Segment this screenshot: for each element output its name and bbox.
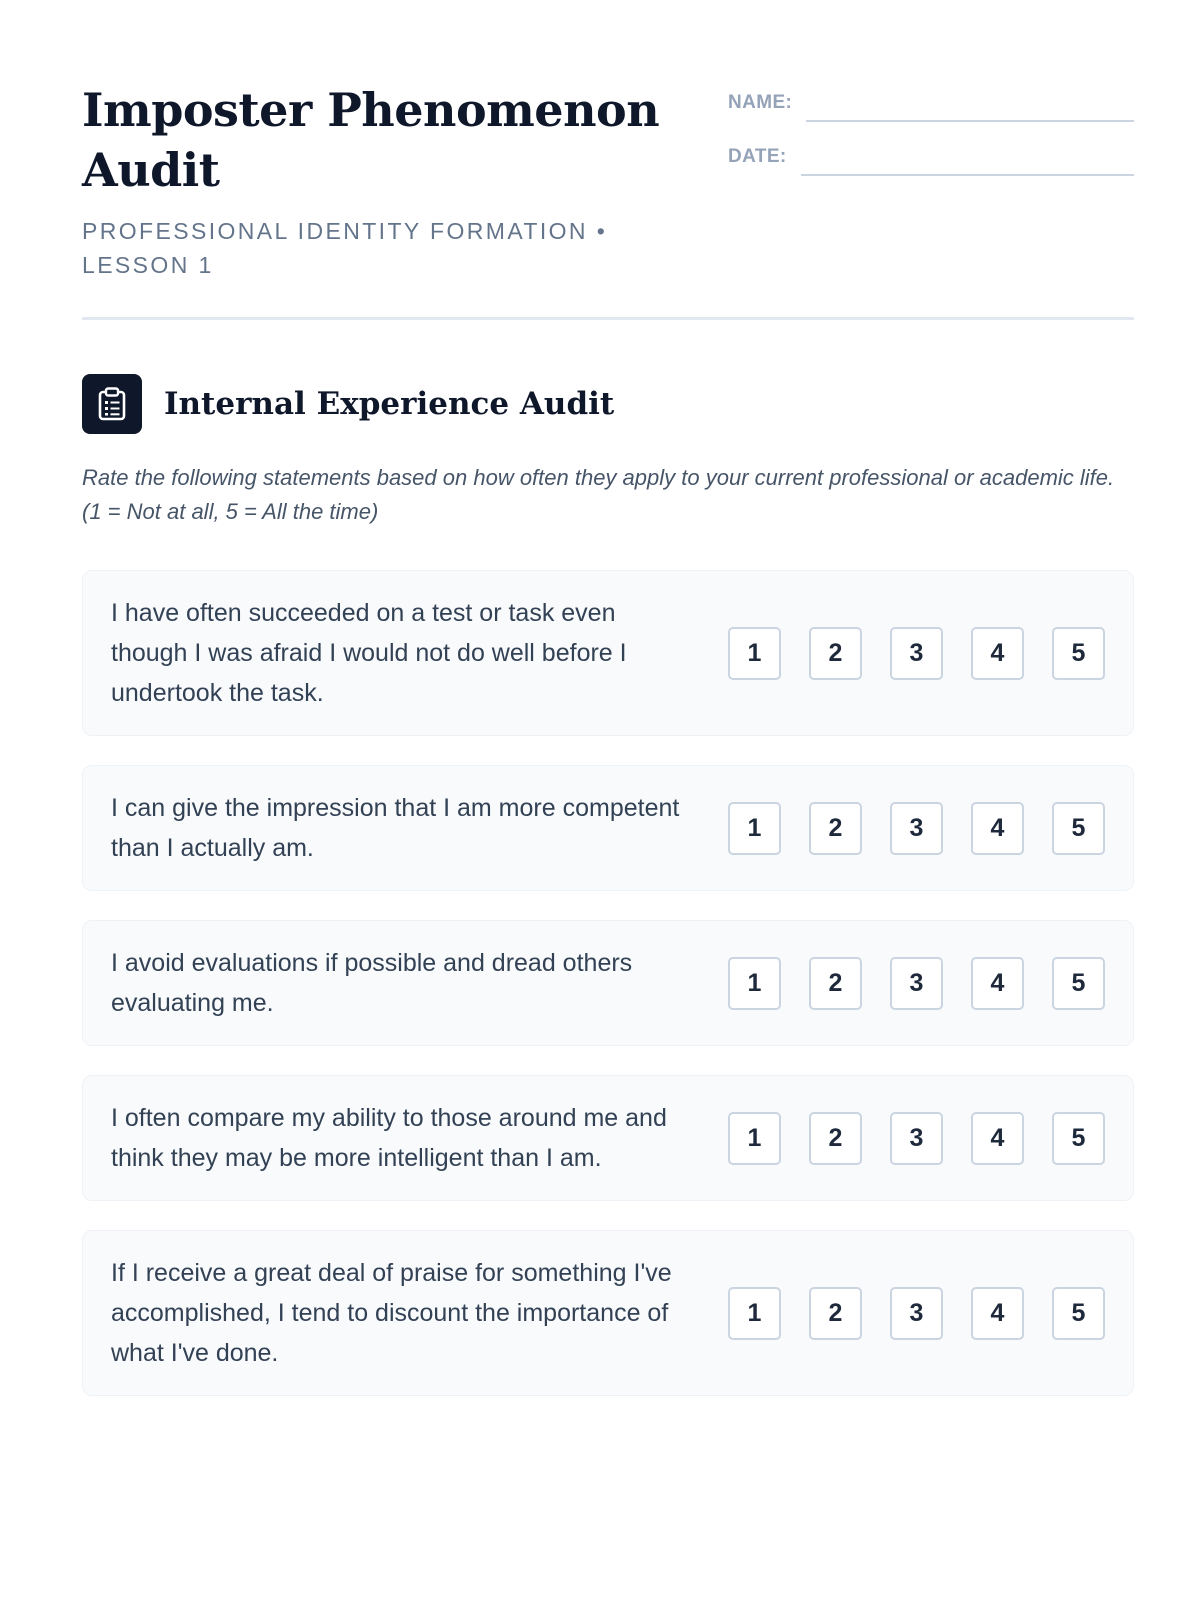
item-statement: If I receive a great deal of praise for something I've accomplished, I tend to discount the importance of what I've done.: [111, 1259, 672, 1367]
rating-option-2[interactable]: 2: [809, 802, 862, 855]
date-field[interactable]: [801, 144, 1134, 176]
header-divider: [82, 317, 1134, 320]
page-title: Imposter Phenomenon Audit: [82, 83, 660, 197]
worksheet-page: [82, 0, 1134, 1367]
section-header: [82, 374, 614, 434]
instructions-text: Rate the following statements based on how often they apply to your current professional or academic life. (1 = Not at all, 5 = All the time): [82, 465, 1115, 524]
rating-option-2[interactable]: 2: [809, 1112, 862, 1165]
date-row: [728, 138, 1134, 176]
name-label: NAME:: [728, 92, 793, 113]
rating-option-3[interactable]: 3: [890, 1287, 943, 1340]
rating-option-5[interactable]: 5: [1052, 627, 1105, 680]
rating-option-3[interactable]: 3: [890, 957, 943, 1010]
rating-scale: [728, 1287, 1105, 1340]
rating-option-1[interactable]: 1: [728, 802, 781, 855]
meta-fields: [728, 84, 1134, 192]
rating-option-4[interactable]: 4: [971, 957, 1024, 1010]
rating-option-4[interactable]: 4: [971, 1287, 1024, 1340]
rating-option-5[interactable]: 5: [1052, 1112, 1105, 1165]
title-block: [82, 80, 682, 282]
rating-option-5[interactable]: 5: [1052, 957, 1105, 1010]
rating-option-1[interactable]: 1: [728, 627, 781, 680]
name-row: [728, 84, 1134, 122]
clipboard-icon: [82, 374, 142, 434]
rating-option-3[interactable]: 3: [890, 1112, 943, 1165]
rating-option-1[interactable]: 1: [728, 1287, 781, 1340]
audit-item: [82, 1075, 1134, 1201]
page-subtitle: PROFESSIONAL IDENTITY FORMATION • LESSON 1: [82, 218, 608, 278]
rating-scale: [728, 627, 1105, 680]
audit-item: [82, 570, 1134, 736]
rating-option-5[interactable]: 5: [1052, 802, 1105, 855]
date-label: DATE:: [728, 146, 787, 167]
rating-option-1[interactable]: 1: [728, 957, 781, 1010]
rating-option-4[interactable]: 4: [971, 627, 1024, 680]
rating-option-4[interactable]: 4: [971, 1112, 1024, 1165]
item-statement: I can give the impression that I am more competent than I actually am.: [111, 794, 680, 862]
rating-option-2[interactable]: 2: [809, 1287, 862, 1340]
rating-option-3[interactable]: 3: [890, 627, 943, 680]
worksheet-header: [82, 0, 1134, 320]
rating-option-5[interactable]: 5: [1052, 1287, 1105, 1340]
item-statement: I avoid evaluations if possible and dread others evaluating me.: [111, 949, 633, 1017]
audit-items: [82, 570, 1134, 1425]
item-statement: I often compare my ability to those around me and think they may be more intelligent than I am.: [111, 1104, 667, 1172]
item-statement: I have often succeeded on a test or task even though I was afraid I would not do well before I undertook the task.: [111, 599, 627, 707]
audit-item: [82, 1230, 1134, 1396]
rating-option-2[interactable]: 2: [809, 627, 862, 680]
audit-item: [82, 765, 1134, 891]
rating-scale: [728, 1112, 1105, 1165]
rating-option-4[interactable]: 4: [971, 802, 1024, 855]
rating-option-2[interactable]: 2: [809, 957, 862, 1010]
name-field[interactable]: [806, 90, 1134, 122]
rating-scale: [728, 957, 1105, 1010]
rating-option-1[interactable]: 1: [728, 1112, 781, 1165]
rating-option-3[interactable]: 3: [890, 802, 943, 855]
rating-scale: [728, 802, 1105, 855]
section-title: Internal Experience Audit: [164, 386, 615, 422]
audit-item: [82, 920, 1134, 1046]
